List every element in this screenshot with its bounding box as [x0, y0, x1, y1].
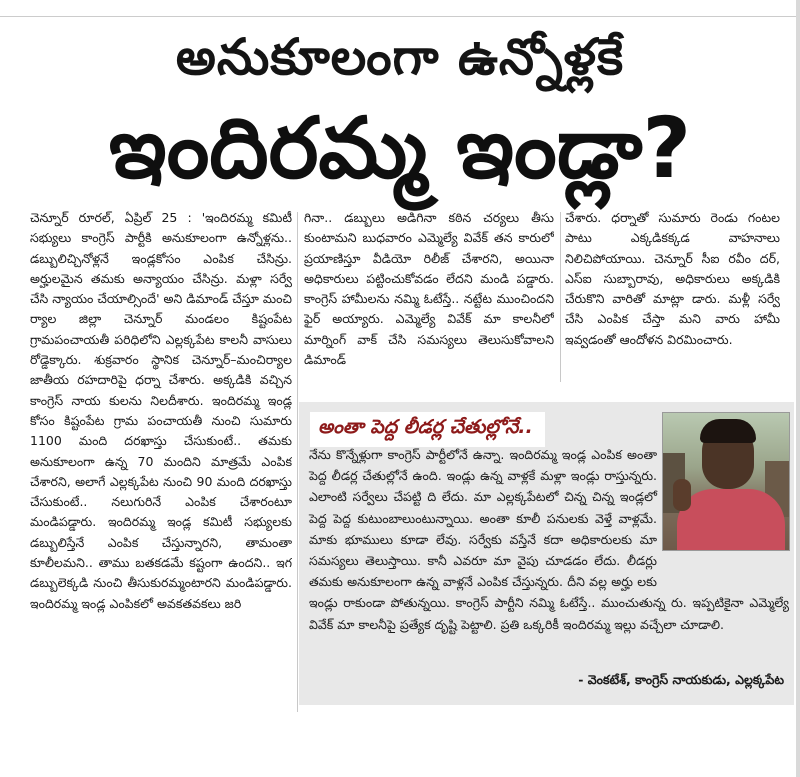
- column-divider: [297, 212, 298, 712]
- photo-hand: [673, 479, 691, 511]
- article-column-3: చేశారు. ధర్నాతో సుమారు రెండు గంటల పాటు ఎక్కడికక్కడ వాహనాలు నిలిచిపోయాయి. చెన్నూర్ సీఐ రవీం దర్, ఎస్ఐ సుబ్బారావు, అధికారులు అక్కడికి చేరుకొని వారితో మాట్లా డారు. మళ్లీ సర్వే చేసి ఎంపిక చేస్తా మని వారు హామీ ఇవ్వడంతో ఆందోళన విరమించారు.: [565, 210, 780, 347]
- photo-hair: [700, 419, 756, 443]
- page-edge: [796, 0, 800, 777]
- boxout-text: నేను కొన్నేళ్లుగా కాంగ్రెస్ పార్టీలోనే ఉన్నా. ఇందిరమ్మ ఇండ్ల ఎంపిక అంతా పెద్ద లీడర్ల చేతుల్లోనే ఉంది. ఇండ్లు ఉన్న వాళ్లకే మళ్లా ఇండ్లు రాస్తున్నరు. ఎలాంటి సర్వేలు చేపట్టి ది లేదు. మా ఎల్లక్కపేటలో చిన్న చిన్న ఇండ్లలో పెద్ద పెద్ద కుటుంబాలుంటున్నాయి. అంతా కూలీ పనులకు వెళ్తే వాళ్లమే. మాకు భూములు కూడా లేవు. సర్వేకు వస్తేనే కదా అధికారులకు మా సమస్యలు తెలుస్తాయి. కానీ ఎవరూ మా వైపు చూడడం లేదు. లీడర్లు తమకు అనుకూలంగా ఉన్న వాళ్లనే ఎంపిక చేస్తున్నరు. దీని వల్ల అర్హు లకు ఇండ్లు రాకుండా పోతున్నయి. కాంగ్రెస్ పార్టీని నమ్మి ఓటేస్తే.. ముంచుతున్న రు. ఇప్పటికైనా ఎమ్మెల్యే వివేక్ మా కాలనీపై ప్రత్యేక దృష్టి పెట్టాలి. ప్రతి ఒక్కరికీ ఇందిరమ్మ ఇల్లు వచ్చేలా చూడాలి.: [309, 447, 789, 632]
- column-divider: [560, 212, 561, 382]
- headline-line-1: అనుకూలంగా ఉన్నోళ్లకే: [175, 28, 625, 86]
- top-strip: [0, 0, 800, 17]
- boxout-signature: - వెంకటేశ్, కాంగ్రెస్ నాయకుడు, ఎల్లక్కపేట: [578, 672, 784, 687]
- boxout-title: అంతా పెద్ద లీడర్ల చేతుల్లోనే..: [310, 412, 545, 447]
- headline-line-2: ఇందిరమ్మ ఇండ్లా?: [108, 99, 692, 197]
- photo-shirt: [677, 489, 785, 551]
- article-column-2: గినా.. డబ్బులు అడిగినా కఠిన చర్యలు తీసు కుంటామని బుధవారం ఎమ్మెల్యే వివేక్ తన కారులో ప్రయాణిస్తూ వీడియో రిలీజ్ చేశారని, అయినా అధికారులు పట్టించుకోవడం లేదని మండి పడ్డారు. కాంగ్రెస్ హామీలను నమ్మి ఓటేస్తే.. నట్టేట ముంచిందని ఫైర్ అయ్యారు. ఎమ్మెల్యే వివేక్ మా కాలనీలో మార్నింగ్ వాక్ చేసి సమస్యలు తెలుసుకోవాలని డిమాండ్: [304, 210, 554, 368]
- speaker-photo: [662, 412, 790, 551]
- article-column-1: చెన్నూర్ రూరల్, ఏప్రిల్ 25 : 'ఇందిరమ్మ కమిటీ సభ్యులు కాంగ్రెస్ పార్టీకి అనుకూలంగా ఉన్నోళ్లను.. డబ్బులిచ్చినోళ్లనే ఇండ్లకోసం ఎంపిక చేసిన్రు. అర్హులమైన తమకు అన్యాయం చేసిన్రు. మళ్లా సర్వే చేసి న్యాయం చేయాల్సిందే' అని డిమాండ్ చేస్తూ మంచి ర్యాల జిల్లా చెన్నూర్ మండలం కిష్టంపేట గ్రామపంచాయతీ పరిధిలోని ఎల్లక్కపేట కాలనీ వాసులు రోడ్డెక్కారు. శుక్రవారం స్థానిక చెన్నూర్–మంచిర్యాల జాతీయ రహదారిపై ధర్నా చేశారు. అక్కడికి వచ్చిన కాంగ్రెస్ నాయ కులను నిలదీశారు. ఇందిరమ్మ ఇండ్ల కోసం కిష్టంపేట గ్రామ పంచాయతీ నుంచి సుమారు 1100 మంది దరఖాస్తు చేసుకుంటే.. తమకు అనుకూలంగా ఉన్న 70 మందిని మాత్రమే ఎంపిక చేశారని, అలాగే ఎల్లక్కపేట నుంచి 90 మంది దరఖాస్తు చేసుకుంటే.. నలుగురినే ఎంపిక చేశారంటూ మండిపడ్డారు. ఇందిరమ్మ ఇండ్ల కమిటీ సభ్యులకు డబ్బులిస్తేనే ఎంపిక చేస్తున్నారని, తామంతా కూలీలమని.. తాము బతకడమే కష్టంగా ఉందని.. ఇగ డబ్బులెక్కడి నుంచి తీసుకురమ్మంటారని మండిపడ్డారు. ఇందిరమ్మ ఇండ్ల ఎంపికలో అవకతవకలు జరి: [30, 210, 292, 611]
